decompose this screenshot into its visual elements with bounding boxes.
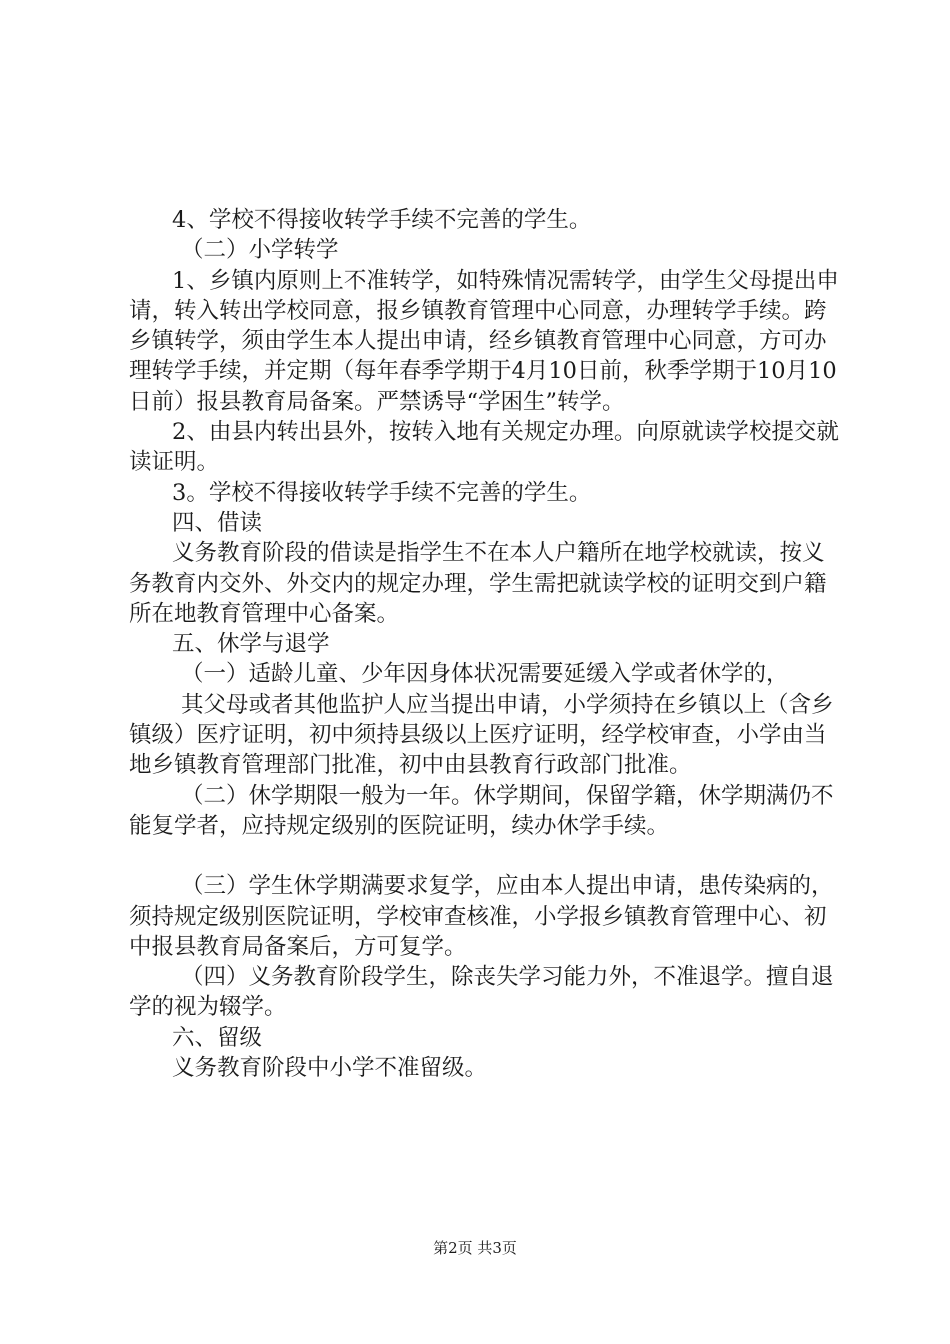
document-body: [129, 205, 845, 1083]
paragraph-suspension-health-reasons: （一）适龄儿童、少年因身体状况需要延缓入学或者休学的，: [181, 661, 789, 688]
section-heading-repeat-grade: 六、留级: [172, 1024, 263, 1051]
paragraph-out-of-county-transfer: 2、由县内转出县外，按转入地有关规定办理。向原就读学校提交就读证明。: [129, 419, 839, 476]
paragraph-guardian-application: 其父母或者其他监护人应当提出申请，小学须持在乡镇以上（含乡镇级）医疗证明，初中须持县级以上医疗证明，经学校审查，小学由当地乡镇教育管理部门批准，初中由县教育行政部门批准。: [129, 691, 834, 779]
paragraph-school-no-incomplete-transfer: 4、学校不得接收转学手续不完善的学生。: [172, 207, 592, 233]
paragraph-township-transfer-rules: 1、乡镇内原则上不准转学，如特殊情况需转学，由学生父母提出申请，转入转出学校同意，报乡镇教育管理中心同意，办理转学手续。跨乡镇转学，须由学生本人提出申请，经乡镇教育管理中心同意，方可办理转学手续，并定期（每年春季学期于4月10日前，秋季学期于10月10日前）报县教育局备案。严禁诱导“学困生”转学。: [129, 267, 839, 415]
paragraph-school-no-incomplete-transfer-2: 3。学校不得接收转学手续不完善的学生。: [172, 479, 592, 506]
section-heading-suspension-withdrawal: 五、休学与退学: [172, 631, 330, 658]
section-heading-borrowed-study: 四、借读: [172, 509, 263, 536]
paragraph-no-withdrawal: （四）义务教育阶段学生，除丧失学习能力外，不准退学。擅自退学的视为辍学。: [129, 964, 834, 1021]
paragraph-no-repeat-grade: 义务教育阶段中小学不准留级。: [172, 1055, 488, 1082]
paragraph-suspension-duration: （二）休学期限一般为一年。休学期间，保留学籍，休学期满仍不能复学者，应持规定级别的医院证明，续办休学手续。: [129, 782, 834, 839]
section-heading-primary-transfer: （二）小学转学: [181, 237, 339, 264]
paragraph-resume-study: （三）学生休学期满要求复学，应由本人提出申请，患传染病的，须持规定级别医院证明，学校审查核准，小学报乡镇教育管理中心、初中报县教育局备案后，方可复学。: [129, 873, 834, 960]
paragraph-borrowed-study-definition: 义务教育阶段的借读是指学生不在本人户籍所在地学校就读，按义务教育内交外、外交内的规定办理，学生需把就读学校的证明交到户籍所在地教育管理中心备案。: [129, 540, 827, 627]
blank-line: [129, 841, 845, 871]
page-number-footer: 第2页 共3页: [433, 1239, 517, 1257]
